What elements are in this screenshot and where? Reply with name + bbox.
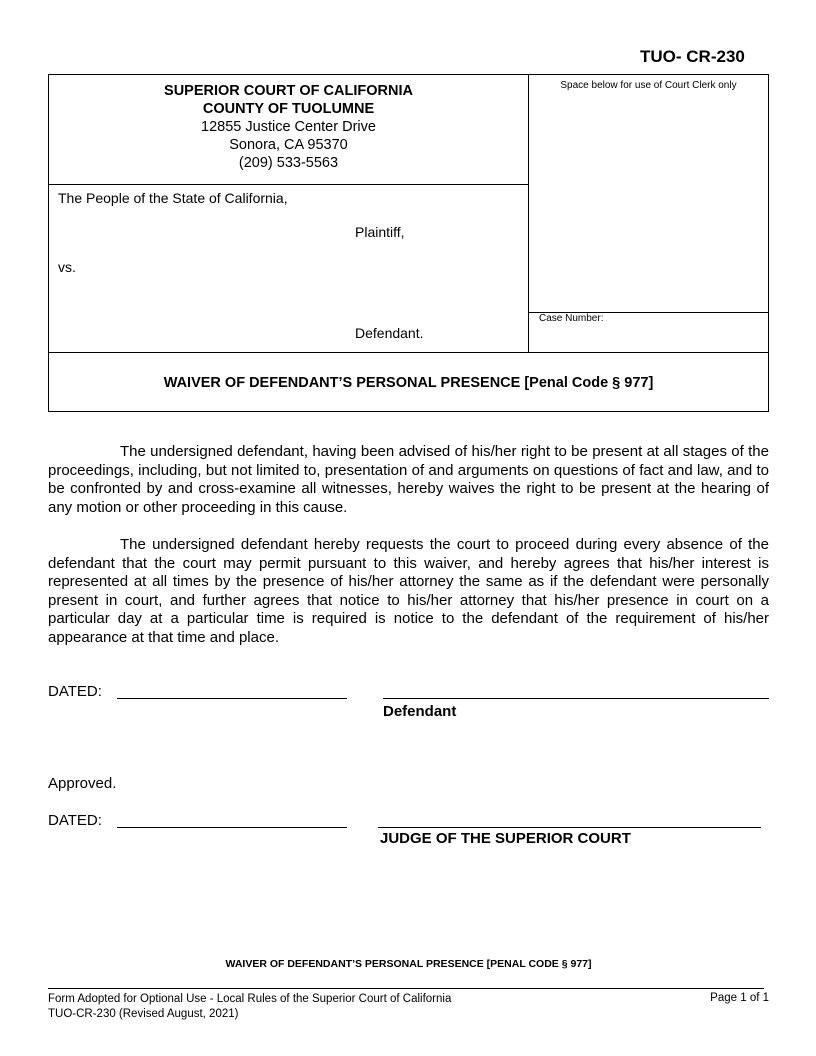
parties-box xyxy=(48,184,529,353)
case-number-box xyxy=(528,312,769,353)
plaintiff-party: The People of the State of California, xyxy=(58,190,288,206)
paragraph-1-text: The undersigned defendant, having been advised of his/her right to be present at all stages of the proceedings, including, but not limited to, presentation of and arguments on questions of fact and law, and to be confronted by and cross-examine all witnesses, hereby waives the right to be present at the hearing of any motion or other proceeding in this cause. xyxy=(48,443,769,516)
court-phone: (209) 533-5563 xyxy=(238,155,339,171)
defendant-label: Defendant. xyxy=(355,325,424,341)
case-number-label: Case Number: xyxy=(539,313,604,324)
defendant-signature-caption: Defendant xyxy=(383,703,457,720)
footer-revision: TUO-CR-230 (Revised August, 2021) xyxy=(48,1008,239,1020)
dated-line-judge[interactable] xyxy=(117,827,347,828)
clerk-box-label: Space below for use of Court Clerk only xyxy=(560,80,737,91)
court-county: COUNTY OF TUOLUMNE xyxy=(202,101,375,117)
judge-signature-caption: JUDGE OF THE SUPERIOR COURT xyxy=(380,830,631,847)
defendant-signature-line[interactable] xyxy=(383,698,769,699)
form-id: TUO- CR-230 xyxy=(640,47,745,66)
footer-adopted: Form Adopted for Optional Use - Local Rules of the Superior Court of California xyxy=(48,993,452,1005)
approved-label: Approved. xyxy=(48,775,117,792)
footer-info xyxy=(48,992,451,1022)
dated-line-defendant[interactable] xyxy=(117,698,347,699)
plaintiff-label: Plaintiff, xyxy=(355,224,405,240)
paragraph-2-text: The undersigned defendant hereby requests the court to proceed during every absence of the defendant that the court may permit pursuant to this waiver, and hereby agrees that his/her interest is represented at all times by the presence of his/her attorney the same as if the defendant were personally present in court, and further agrees that notice to his/her attorney that his/her presence in court on a particular day at a particular time is required is notice to the defendant of the requirement of his/her appearance at that time and place. xyxy=(48,536,769,646)
dated-label-defendant: DATED: xyxy=(48,683,102,700)
page-number: Page 1 of 1 xyxy=(710,992,769,1004)
court-header xyxy=(48,74,529,185)
dated-label-judge: DATED: xyxy=(48,812,102,829)
footer-divider xyxy=(48,988,764,989)
court-address: 12855 Justice Center Drive xyxy=(201,119,376,135)
court-city: Sonora, CA 95370 xyxy=(229,137,348,153)
versus-label: vs. xyxy=(58,259,76,275)
judge-signature-line[interactable] xyxy=(378,827,761,828)
clerk-use-box xyxy=(528,74,769,313)
body-paragraph-1 xyxy=(48,443,769,517)
document-title: WAIVER OF DEFENDANT’S PERSONAL PRESENCE [Penal Code § 977] xyxy=(48,352,769,412)
body-paragraph-2 xyxy=(48,536,769,647)
court-name: SUPERIOR COURT OF CALIFORNIA xyxy=(164,83,413,99)
footer-title: WAIVER OF DEFENDANT’S PERSONAL PRESENCE [PENAL CODE § 977] xyxy=(225,958,592,970)
